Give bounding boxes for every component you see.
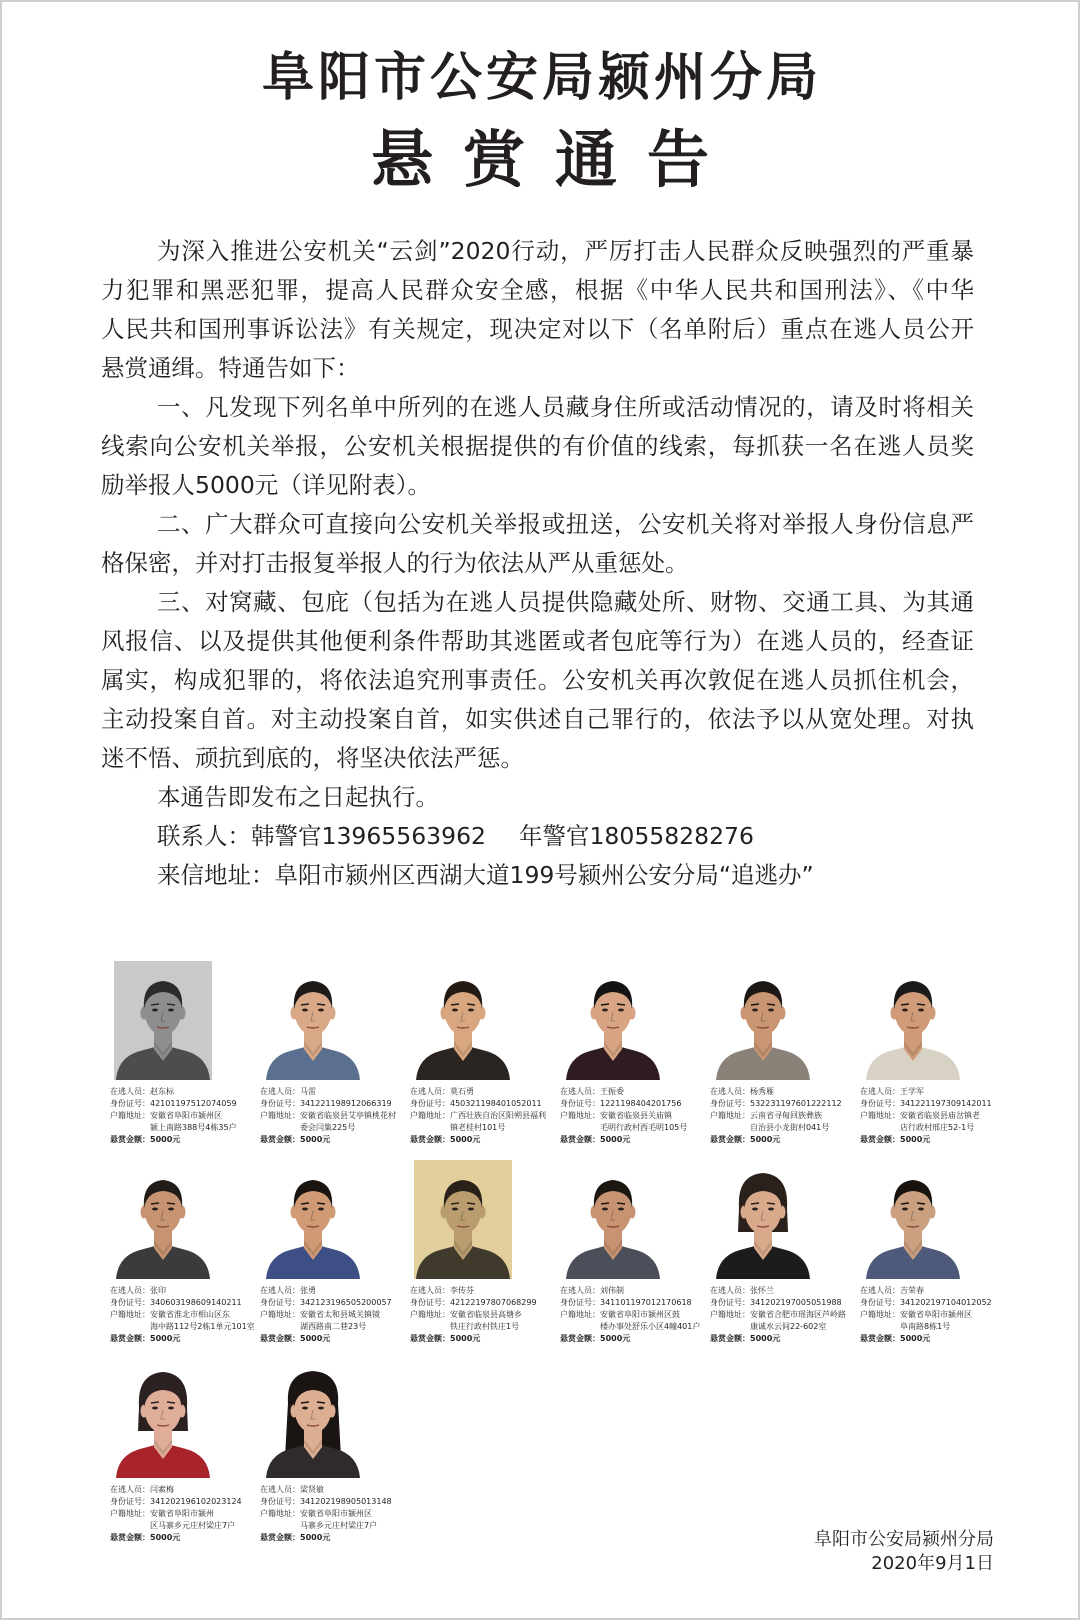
address-label: 户籍地址： <box>260 1509 300 1518</box>
suspect-caption <box>260 1086 410 1146</box>
suspect-id-number: 532231197601222112 <box>750 1099 842 1108</box>
suspect-name: 赵东标 <box>150 1087 174 1096</box>
suspect-id-number: 341202197104012052 <box>900 1298 992 1307</box>
suspect-address-line-2: 颍上南路388号4栋35户 <box>150 1123 237 1132</box>
suspect-reward-row <box>860 1134 1010 1146</box>
signature-issuer: 阜阳市公安局颍州分局 <box>814 1529 994 1550</box>
id-label: 身份证号： <box>860 1298 900 1307</box>
wanted-card <box>260 961 410 1160</box>
suspect-reward-amount: 5000元 <box>450 1135 481 1144</box>
suspect-name: 王振委 <box>600 1087 624 1096</box>
suspect-address-row <box>860 1309 1010 1321</box>
suspect-id-number: 42101197512074059 <box>150 1099 237 1108</box>
suspect-photo <box>864 1160 962 1279</box>
suspect-reward-amount: 5000元 <box>600 1334 631 1343</box>
suspect-name: 王学军 <box>900 1087 924 1096</box>
id-label: 身份证号： <box>560 1298 600 1307</box>
address-label: 户籍地址： <box>260 1310 300 1319</box>
contact-label: 联系人： <box>157 822 251 850</box>
address-label: 户籍地址： <box>110 1509 150 1518</box>
body-line: 风报信、以及提供其他便利条件帮助其逃匿或者包庇等行为）在逃人员的，经查证 <box>101 627 974 655</box>
address-label: 户籍地址： <box>410 1111 450 1120</box>
suspect-caption <box>110 1086 260 1146</box>
body-line: 主动投案自首。对主动投案自首，如实供述自己罪行的，依法予以从宽处理。对执 <box>101 705 974 733</box>
suspect-caption <box>710 1285 860 1345</box>
suspect-id-number: 342123196505200057 <box>300 1298 392 1307</box>
suspect-address-row <box>710 1309 860 1321</box>
suspect-name: 李传芬 <box>450 1286 474 1295</box>
notice-title: 悬赏通告 <box>370 123 739 196</box>
suspect-address-row <box>110 1110 260 1122</box>
suspect-photo <box>414 961 512 1080</box>
suspect-id-row <box>710 1098 860 1110</box>
suspect-id-row <box>110 1496 260 1508</box>
suspect-id-number: 341202196102023124 <box>150 1497 242 1506</box>
effective-date-statement: 本通告即发布之日起执行。 <box>157 783 439 811</box>
suspect-reward-amount: 5000元 <box>450 1334 481 1343</box>
paragraph-harboring <box>101 583 974 778</box>
id-label: 身份证号： <box>260 1099 300 1108</box>
suspect-address-line-1: 安徽省阜阳市颍州区 <box>300 1509 372 1518</box>
suspect-reward-row <box>110 1333 260 1345</box>
suspect-reward-amount: 5000元 <box>150 1334 181 1343</box>
body-line: 一、凡发现下列名单中所列的在逃人员藏身住所或活动情况的，请及时将相关 <box>157 393 974 421</box>
reward-label: 悬赏金额： <box>110 1533 150 1542</box>
wanted-card <box>860 1160 1010 1359</box>
address-label: 户籍地址： <box>560 1111 600 1120</box>
body-line: 属实，构成犯罪的，将依法追究刑事责任。公安机关再次敦促在逃人员抓住机会， <box>101 666 974 694</box>
suspect-photo <box>564 1160 662 1279</box>
paragraph-intro <box>101 232 974 388</box>
suspect-address-line-2: 海中路112号2栋1单元101室 <box>150 1322 255 1331</box>
suspect-name-row <box>260 1484 410 1496</box>
name-label: 在逃人员： <box>260 1485 300 1494</box>
contact-officer-han: 韩警官13965563962 <box>251 822 486 850</box>
suspect-photo <box>414 1160 512 1279</box>
reward-label: 悬赏金额： <box>860 1135 900 1144</box>
address-label: 户籍地址： <box>410 1310 450 1319</box>
suspect-id-number: 341221197309142011 <box>900 1099 992 1108</box>
suspect-address-line-2: 湖西路南二巷23号 <box>300 1322 367 1331</box>
name-label: 在逃人员： <box>110 1485 150 1494</box>
reward-label: 悬赏金额： <box>260 1135 300 1144</box>
suspect-caption <box>110 1285 260 1345</box>
suspect-address-row <box>260 1110 410 1122</box>
wanted-card <box>710 961 860 1160</box>
suspect-address-line-1: 云南省寻甸回族彝族 <box>750 1111 822 1120</box>
suspect-address-line-1: 安徽省阜阳市颍州区鼓 <box>600 1310 680 1319</box>
body-line: 励举报人5000元（详见附表）。 <box>101 471 432 499</box>
signature-date: 2020年9月1日 <box>871 1553 994 1574</box>
suspect-address-line-1: 安徽省临泉县高塘乡 <box>450 1310 522 1319</box>
suspect-name-row <box>260 1086 410 1098</box>
wanted-card <box>110 1359 260 1558</box>
suspect-address-line-2: 马寨乡元庄村梁庄7户 <box>300 1521 378 1530</box>
suspect-address-line-1: 安徽省阜阳市颍州区 <box>900 1310 972 1319</box>
suspect-reward-amount: 5000元 <box>300 1334 331 1343</box>
suspect-photo <box>714 1160 812 1279</box>
paragraph-reward <box>101 388 974 505</box>
suspect-address-line-1: 安徽省太和县城关镇镜 <box>300 1310 380 1319</box>
suspect-reward-amount: 5000元 <box>900 1334 931 1343</box>
reward-label: 悬赏金额： <box>260 1533 300 1542</box>
suspect-id-row <box>110 1098 260 1110</box>
suspect-id-row <box>860 1297 1010 1309</box>
suspect-reward-amount: 5000元 <box>150 1135 181 1144</box>
body-line: 迷不悟、顽抗到底的，将坚决依法严惩。 <box>101 744 524 772</box>
suspect-id-number: 341101197012170618 <box>600 1298 692 1307</box>
suspect-id-row <box>410 1098 560 1110</box>
suspect-address-row <box>110 1309 260 1321</box>
suspect-reward-amount: 5000元 <box>900 1135 931 1144</box>
name-label: 在逃人员： <box>260 1286 300 1295</box>
reward-label: 悬赏金额： <box>410 1135 450 1144</box>
suspect-address-line-2: 阜南路8栋1号 <box>900 1322 951 1331</box>
wanted-card <box>560 1160 710 1359</box>
suspect-name-row <box>560 1086 710 1098</box>
name-label: 在逃人员： <box>110 1087 150 1096</box>
suspect-id-number: 341202198905013148 <box>300 1497 392 1506</box>
mailing-address-line <box>101 856 974 895</box>
id-label: 身份证号： <box>110 1497 150 1506</box>
suspect-address-line-2: 自治县小龙街村041号 <box>750 1123 830 1132</box>
suspect-address-row <box>110 1508 260 1520</box>
body-line: 格保密，并对打击报复举报人的行为依法从严从重惩处。 <box>101 549 689 577</box>
mailing-address-label: 来信地址： <box>157 861 275 889</box>
suspect-name-row <box>410 1285 560 1297</box>
suspect-id-number: 450321198401052011 <box>450 1099 542 1108</box>
suspect-id-row <box>560 1098 710 1110</box>
reward-label: 悬赏金额： <box>860 1334 900 1343</box>
id-label: 身份证号： <box>710 1298 750 1307</box>
suspect-reward-row <box>410 1333 560 1345</box>
name-label: 在逃人员： <box>860 1286 900 1295</box>
suspect-name-row <box>860 1285 1010 1297</box>
id-label: 身份证号： <box>110 1298 150 1307</box>
address-label: 户籍地址： <box>110 1310 150 1319</box>
suspect-caption <box>560 1086 710 1146</box>
suspect-reward-row <box>710 1134 860 1146</box>
body-line: 力犯罪和黑恶犯罪，提高人民群众安全感，根据《中华人民共和国刑法》、《中华 <box>101 276 974 304</box>
suspect-photo <box>114 961 212 1080</box>
suspect-name: 张怀兰 <box>750 1286 774 1295</box>
suspect-address-line-2: 委会闫集225号 <box>300 1123 356 1132</box>
name-label: 在逃人员： <box>260 1087 300 1096</box>
wanted-card <box>110 961 260 1160</box>
suspect-id-row <box>860 1098 1010 1110</box>
notice-issuer-title: 阜阳市公安局颍州分局 <box>261 48 822 108</box>
id-label: 身份证号： <box>410 1298 450 1307</box>
suspect-reward-amount: 5000元 <box>300 1533 331 1542</box>
id-label: 身份证号： <box>110 1099 150 1108</box>
body-line: 悬赏通缉。特通告如下： <box>101 354 360 382</box>
notice-body <box>101 232 974 895</box>
wanted-card <box>710 1160 860 1359</box>
suspect-reward-row <box>860 1333 1010 1345</box>
suspect-reward-amount: 5000元 <box>750 1135 781 1144</box>
suspect-id-row <box>110 1297 260 1309</box>
suspect-id-row <box>260 1098 410 1110</box>
wanted-card <box>560 961 710 1160</box>
suspect-name-row <box>860 1086 1010 1098</box>
body-line: 二、广大群众可直接向公安机关举报或扭送，公安机关将对举报人身份信息严 <box>157 510 974 538</box>
suspect-caption <box>710 1086 860 1146</box>
suspect-name-row <box>110 1086 260 1098</box>
suspect-name: 马雷 <box>300 1087 316 1096</box>
address-label: 户籍地址： <box>710 1310 750 1319</box>
wanted-card <box>110 1160 260 1359</box>
reward-label: 悬赏金额： <box>710 1135 750 1144</box>
wanted-persons-grid <box>110 961 1010 1558</box>
suspect-id-row <box>410 1297 560 1309</box>
reward-label: 悬赏金额： <box>710 1334 750 1343</box>
suspect-name-row <box>560 1285 710 1297</box>
suspect-name-row <box>710 1285 860 1297</box>
id-label: 身份证号： <box>860 1099 900 1108</box>
suspect-photo <box>564 961 662 1080</box>
suspect-address-line-1: 安徽省合肥市瑶海区芦岭路 <box>750 1310 846 1319</box>
mailing-address: 阜阳市颍州区西湖大道199号颍州公安分局“追逃办” <box>274 861 814 889</box>
suspect-address-line-2: 楼办事处舒乐小区4幢401户 <box>600 1322 701 1331</box>
suspect-photo <box>114 1160 212 1279</box>
suspect-name: 莫石勇 <box>450 1087 474 1096</box>
name-label: 在逃人员： <box>560 1087 600 1096</box>
name-label: 在逃人员： <box>410 1286 450 1295</box>
name-label: 在逃人员： <box>110 1286 150 1295</box>
body-line: 人民共和国刑事诉讼法》有关规定，现决定对以下（名单附后）重点在逃人员公开 <box>101 315 974 343</box>
contact-line <box>101 817 974 856</box>
name-label: 在逃人员： <box>710 1087 750 1096</box>
suspect-name-row <box>410 1086 560 1098</box>
suspect-reward-row <box>110 1532 260 1544</box>
wanted-card <box>860 961 1010 1160</box>
suspect-caption <box>110 1484 260 1544</box>
suspect-caption <box>560 1285 710 1345</box>
reward-label: 悬赏金额： <box>560 1135 600 1144</box>
suspect-reward-row <box>110 1134 260 1146</box>
name-label: 在逃人员： <box>410 1087 450 1096</box>
address-label: 户籍地址： <box>710 1111 750 1120</box>
suspect-reward-amount: 5000元 <box>750 1334 781 1343</box>
suspect-address-line-1: 安徽省临泉县艾亭镇桃花村 <box>300 1111 396 1120</box>
reward-label: 悬赏金额： <box>260 1334 300 1343</box>
suspect-address-row <box>260 1309 410 1321</box>
wanted-card <box>410 1160 560 1359</box>
suspect-address-line-1: 安徽省阜阳市颍州区 <box>150 1111 222 1120</box>
paragraph-confidentiality <box>101 505 974 583</box>
suspect-address-line-2: 铁庄行政村铁庄1号 <box>450 1322 520 1331</box>
suspect-reward-amount: 5000元 <box>150 1533 181 1542</box>
suspect-address-row <box>560 1309 710 1321</box>
suspect-name-row <box>710 1086 860 1098</box>
address-label: 户籍地址： <box>860 1310 900 1319</box>
suspect-photo <box>264 1359 362 1478</box>
suspect-address-line-2: 镇老桂村101号 <box>450 1123 506 1132</box>
name-label: 在逃人员： <box>860 1087 900 1096</box>
suspect-address-line-1: 安徽省阜阳市颍州 <box>150 1509 214 1518</box>
suspect-photo <box>714 961 812 1080</box>
suspect-address-line-1: 广西壮族自治区阳朔县福利 <box>450 1111 546 1120</box>
suspect-id-row <box>260 1496 410 1508</box>
suspect-address-row <box>710 1110 860 1122</box>
suspect-address-line-2: 店行政村邢庄52-1号 <box>900 1123 975 1132</box>
id-label: 身份证号： <box>410 1099 450 1108</box>
suspect-address-line-2: 康诚水云间22-602室 <box>750 1322 827 1331</box>
suspect-id-number: 341221198912066319 <box>300 1099 392 1108</box>
suspect-photo <box>264 1160 362 1279</box>
suspect-id-number: 341202197005051988 <box>750 1298 842 1307</box>
name-label: 在逃人员： <box>560 1286 600 1295</box>
signature-block <box>814 1528 994 1576</box>
suspect-name: 张印 <box>150 1286 166 1295</box>
id-label: 身份证号： <box>260 1497 300 1506</box>
address-label: 户籍地址： <box>110 1111 150 1120</box>
suspect-address-line-1: 安徽省临泉县关庙镇 <box>600 1111 672 1120</box>
suspect-address-line-2: 区马寨乡元庄村梁庄7户 <box>150 1521 236 1530</box>
suspect-address-line-1: 安徽省淮北市相山区东 <box>150 1310 230 1319</box>
address-label: 户籍地址： <box>560 1310 600 1319</box>
suspect-name-row <box>110 1484 260 1496</box>
suspect-address-line-2: 毛明行政村西毛明105号 <box>600 1123 688 1132</box>
contact-officer-nian: 年警官18055828276 <box>518 822 754 850</box>
suspect-address-row <box>410 1309 560 1321</box>
body-line: 线索向公安机关举报，公安机关根据提供的有价值的线索，每抓获一名在逃人员奖 <box>101 432 974 460</box>
suspect-name: 吉荣春 <box>900 1286 924 1295</box>
wanted-card <box>410 961 560 1160</box>
suspect-name: 梁贤敏 <box>300 1485 324 1494</box>
suspect-name: 闫素梅 <box>150 1485 174 1494</box>
suspect-address-row <box>410 1110 560 1122</box>
suspect-reward-row <box>560 1333 710 1345</box>
name-label: 在逃人员： <box>710 1286 750 1295</box>
suspect-photo <box>264 961 362 1080</box>
suspect-reward-amount: 5000元 <box>300 1135 331 1144</box>
suspect-photo <box>114 1359 212 1478</box>
id-label: 身份证号： <box>560 1099 600 1108</box>
address-label: 户籍地址： <box>260 1111 300 1120</box>
wanted-card <box>260 1160 410 1359</box>
suspect-name-row <box>260 1285 410 1297</box>
reward-label: 悬赏金额： <box>560 1334 600 1343</box>
body-line: 为深入推进公安机关“云剑”2020行动，严厉打击人民群众反映强烈的严重暴 <box>157 237 974 265</box>
suspect-caption <box>860 1285 1010 1345</box>
reward-label: 悬赏金额： <box>410 1334 450 1343</box>
body-line: 三、对窝藏、包庇（包括为在逃人员提供隐藏处所、财物、交通工具、为其通 <box>157 588 974 616</box>
wanted-card <box>260 1359 410 1558</box>
suspect-id-row <box>260 1297 410 1309</box>
suspect-id-number: 1221198404201756 <box>600 1099 682 1108</box>
suspect-id-number: 340603198609140211 <box>150 1298 242 1307</box>
suspect-id-number: 42122197807068299 <box>450 1298 537 1307</box>
suspect-name: 杨秀雁 <box>750 1087 774 1096</box>
suspect-photo <box>864 961 962 1080</box>
suspect-address-line-1: 安徽省临泉县庙岔镇老 <box>900 1111 980 1120</box>
suspect-name: 张勇 <box>300 1286 316 1295</box>
suspect-caption <box>260 1285 410 1345</box>
suspect-reward-row <box>710 1333 860 1345</box>
suspect-reward-row <box>260 1333 410 1345</box>
suspect-address-row <box>860 1110 1010 1122</box>
suspect-reward-row <box>560 1134 710 1146</box>
suspect-caption <box>410 1285 560 1345</box>
suspect-name: 刘伟制 <box>600 1286 624 1295</box>
suspect-reward-row <box>260 1532 410 1544</box>
suspect-address-row <box>560 1110 710 1122</box>
id-label: 身份证号： <box>260 1298 300 1307</box>
suspect-reward-row <box>260 1134 410 1146</box>
suspect-caption <box>410 1086 560 1146</box>
suspect-caption <box>260 1484 410 1544</box>
suspect-address-row <box>260 1508 410 1520</box>
suspect-id-row <box>560 1297 710 1309</box>
reward-label: 悬赏金额： <box>110 1334 150 1343</box>
address-label: 户籍地址： <box>860 1111 900 1120</box>
id-label: 身份证号： <box>710 1099 750 1108</box>
suspect-caption <box>860 1086 1010 1146</box>
suspect-id-row <box>710 1297 860 1309</box>
suspect-reward-amount: 5000元 <box>600 1135 631 1144</box>
reward-label: 悬赏金额： <box>110 1135 150 1144</box>
suspect-reward-row <box>410 1134 560 1146</box>
suspect-name-row <box>110 1285 260 1297</box>
